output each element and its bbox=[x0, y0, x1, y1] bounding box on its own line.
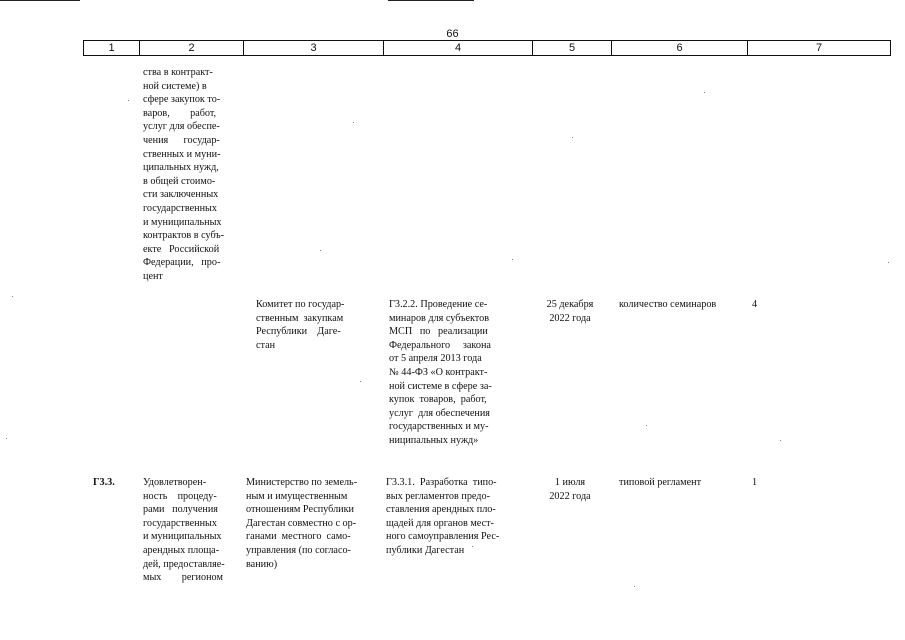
scan-speck bbox=[353, 122, 354, 123]
header-col-3: 3 bbox=[244, 41, 384, 55]
table-row-2-col4-activity: Г3.2.2. Проведение се- минаров для субъектов МСП по реализации Федерального закона от 5 апреля 2013 года № 44-ФЗ «О контракт- ной системе в сфере за- купок товаров, работ, услуг для обеспечения государственных и му- ниципальных нужд» bbox=[389, 299, 492, 446]
table-row-3-col3-responsible: Министерство по земель- ным и имущественным отношениям Республики Дагестан совместно с ор- ганами местного само- управления (по согласо- ванию) bbox=[246, 477, 358, 570]
scan-speck bbox=[512, 259, 513, 260]
scan-speck bbox=[472, 546, 473, 547]
scan-speck bbox=[6, 438, 7, 439]
table-row-3-col1-code: Г3.3. bbox=[93, 477, 115, 488]
header-col-4: 4 bbox=[384, 41, 533, 55]
table-row-3-col7-value: 1 bbox=[752, 477, 758, 488]
scan-speck bbox=[572, 137, 573, 138]
scan-speck bbox=[780, 440, 781, 441]
scan-edge-line-right bbox=[388, 0, 474, 1]
header-col-7: 7 bbox=[815, 42, 823, 54]
scan-speck bbox=[360, 381, 361, 382]
scan-speck bbox=[320, 250, 321, 251]
table-row-3-col5-deadline: 1 июля 2022 года bbox=[549, 477, 591, 502]
table-row-2-col3-responsible: Комитет по государ- ственным закупкам Республики Даге- стан bbox=[256, 299, 345, 351]
header-col-2: 2 bbox=[140, 41, 244, 55]
header-col-1: 1 bbox=[84, 41, 140, 55]
table-row-2-col7-value: 4 bbox=[752, 299, 758, 310]
scan-speck bbox=[128, 100, 129, 101]
header-col-5: 5 bbox=[533, 41, 612, 55]
scan-speck bbox=[12, 296, 13, 297]
scan-speck bbox=[704, 92, 705, 93]
scan-speck bbox=[646, 425, 647, 426]
page-number: 66 bbox=[446, 28, 459, 40]
table-row-2-col6-indicator: количество семинаров bbox=[619, 299, 717, 310]
table-row-2-col5-deadline: 25 декабря 2022 года bbox=[546, 299, 594, 324]
table-row-3-col6-indicator: типовой регламент bbox=[619, 477, 702, 488]
table-row-1-col2-indicator-text: ства в контракт- ной системе) в сфере закупок то- варов, работ, услуг для обеспе- чения государ- ственных и муни- ципальных нужд, в общей стоимо- сти заключенных государственных и муниципальных контрактов в субъ- екте Российской Федерации, про- цент bbox=[143, 67, 225, 282]
scan-speck bbox=[634, 586, 635, 587]
header-col-6: 6 bbox=[612, 41, 748, 55]
scan-speck bbox=[888, 262, 889, 263]
table-row-3-col4-activity: Г3.3.1. Разработка типо- вых регламентов предо- ставления арендных пло- щадей для органов мест- ного самоуправления Рес- публики Дагестан bbox=[386, 477, 500, 556]
table-row-3-col2-indicator-text: Удовлетворен- ность процеду- рами получения государственных и муниципальных арендных площа- дей, предоставляе- мых регионом bbox=[143, 477, 225, 584]
scan-edge-line-left bbox=[0, 0, 80, 1]
table-header-row bbox=[83, 40, 891, 56]
